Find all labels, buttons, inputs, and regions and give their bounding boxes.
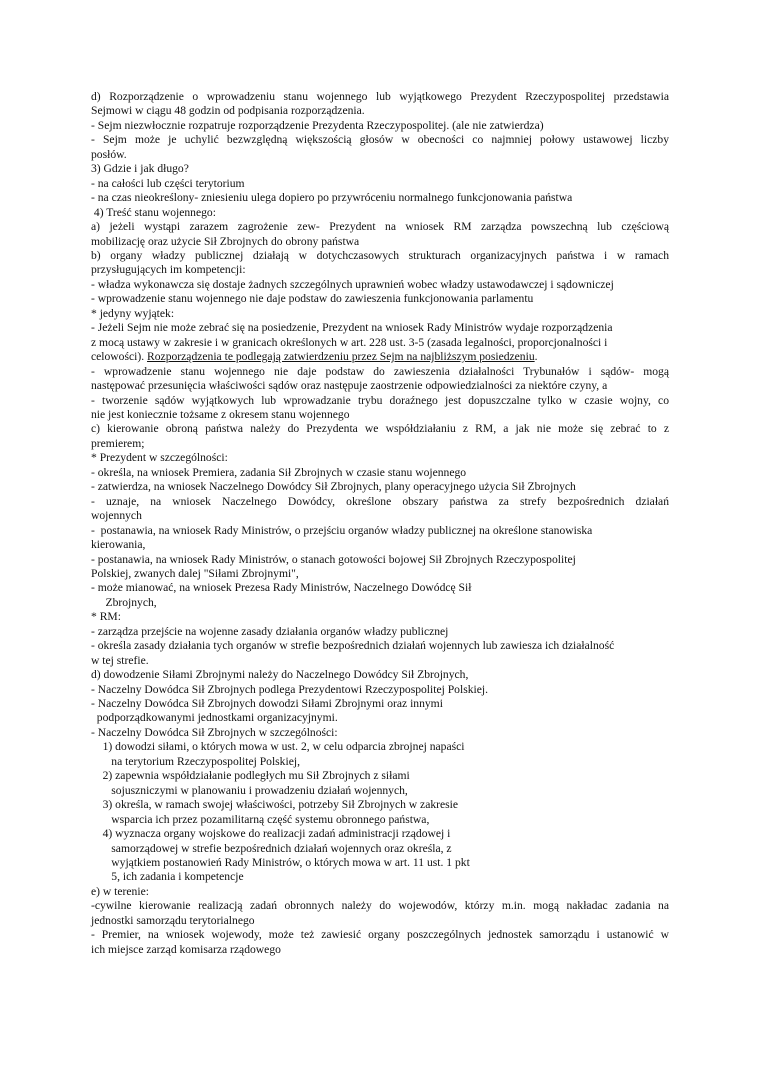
text-line bbox=[91, 639, 669, 653]
line-text: * Prezydent w szczególności: bbox=[91, 451, 228, 465]
line-text: premierem; bbox=[91, 436, 145, 450]
line-text: - uznaje, na wniosek Naczelnego Dowódcy, określone obszary państwa za strefy bezpośrednich działań bbox=[91, 494, 669, 508]
line-text: -cywilne kierowanie realizacją zadań obronnych należy do wojewodów, którzy m.in. mogą nakładac zadania na bbox=[91, 899, 669, 913]
line-text: - Jeżeli Sejm nie może zebrać się na posiedzenie, Prezydent na wniosek Rady Ministrów wydaje rozporządzenia bbox=[91, 321, 613, 335]
text-line bbox=[91, 133, 669, 147]
line-text: Zbrojnych, bbox=[91, 595, 157, 609]
text-line bbox=[91, 740, 669, 754]
text-line bbox=[91, 625, 669, 639]
line-text: - tworzenie sądów wyjątkowych lub wprowadzanie trybu doraźnego jest dopuszczalne tylko w czasie wojny, co bbox=[91, 393, 669, 407]
text-line bbox=[91, 870, 669, 884]
line-text: Sejmowi w ciągu 48 godzin od podpisania rozporządzenia. bbox=[91, 104, 365, 118]
line-text: 3) określa, w ramach swojej właściwości, potrzeby Sił Zbrojnych w zakresie bbox=[91, 798, 459, 812]
line-text: - zatwierdza, na wniosek Naczelnego Dowódcy Sił Zbrojnych, plany operacyjnego użycia Sił Zbrojnych bbox=[91, 480, 576, 494]
text-line bbox=[91, 451, 669, 465]
text-line bbox=[91, 827, 669, 841]
line-text: - Naczelny Dowódca Sił Zbrojnych dowodzi Siłami Zbrojnymi oraz innymi bbox=[91, 697, 443, 711]
line-text: - postanawia, na wniosek Rady Ministrów, o stanach gotowości bojowej Sił Zbrojnych Rzeczypospolitej bbox=[91, 552, 576, 566]
text-line bbox=[91, 567, 669, 581]
text-line bbox=[91, 278, 669, 292]
text-line bbox=[91, 437, 669, 451]
line-text: b) organy władzy publicznej działają w dotychczasowych strukturach organizacyjnych państwa i w ramach bbox=[91, 248, 669, 262]
line-text: następować przesunięcia właściwości sądów oraz następuje zaostrzenie odpowiedzialności za niektóre czyny, a bbox=[91, 379, 608, 393]
line-text: 1) dowodzi siłami, o których mowa w ust. 2, w celu odparcia zbrojnej napaści bbox=[91, 740, 465, 754]
text-line bbox=[91, 162, 669, 176]
line-text: e) w terenie: bbox=[91, 884, 149, 898]
line-text: - postanawia, na wniosek Rady Ministrów, o przejściu organów władzy publicznej na określone stanowiska bbox=[91, 523, 593, 537]
text-line bbox=[91, 769, 669, 783]
line-text: z mocą ustawy w zakresie i w granicach określonych w art. 228 ust. 3-5 (zasada legalności, proporcjonalności i bbox=[91, 335, 608, 349]
line-text-tail: . bbox=[534, 350, 538, 364]
text-line bbox=[91, 509, 669, 523]
text-line bbox=[91, 798, 669, 812]
line-text: ich miejsce zarząd komisarza rządowego bbox=[91, 942, 281, 956]
line-text: * RM: bbox=[91, 610, 121, 624]
text-line bbox=[91, 480, 669, 494]
text-line bbox=[91, 379, 669, 393]
line-text: na terytorium Rzeczypospolitej Polskiej, bbox=[91, 754, 300, 768]
line-text: wsparcia ich przez pozamilitarną część systemu obronnego państwa, bbox=[91, 812, 430, 826]
line-text: c) kierowanie obroną państwa należy do Prezydenta we współdziałaniu z RM, a jak nie może się zebrać to z bbox=[91, 422, 669, 436]
text-line bbox=[91, 292, 669, 306]
line-text: - określa, na wniosek Premiera, zadania Sił Zbrojnych w czasie stanu wojennego bbox=[91, 465, 467, 479]
line-text: samorządowej w strefie bezpośrednich działań wojennych oraz określa, z bbox=[91, 841, 452, 855]
line-text: - Sejm niezwłocznie rozpatruje rozporządzenie Prezydenta Rzeczypospolitej. (ale nie zatwierdza) bbox=[91, 118, 544, 132]
line-text: nie jest koniecznie tożsame z okresem stanu wojennego bbox=[91, 407, 350, 421]
text-line bbox=[91, 538, 669, 552]
line-text: - na czas nieokreślony- zniesieniu ulega dopiero po przywróceniu normalnego funkcjonowania państwa bbox=[91, 191, 573, 205]
text-line bbox=[91, 177, 669, 191]
text-line bbox=[91, 553, 669, 567]
line-text: wojennych bbox=[91, 509, 142, 523]
text-line bbox=[91, 928, 669, 942]
line-text: - Naczelny Dowódca Sił Zbrojnych w szczególności: bbox=[91, 725, 338, 739]
text-line bbox=[91, 365, 669, 379]
text-line bbox=[91, 784, 669, 798]
line-text: a) jeżeli wystąpi zarazem zagrożenie zew- Prezydent na wniosek RM zarządza powszechną lub częściową bbox=[91, 220, 669, 234]
text-line bbox=[91, 654, 669, 668]
line-text: d) Rozporządzenie o wprowadzeniu stanu wojennego lub wyjątkowego Prezydent Rzeczypospolitej przedstawia bbox=[91, 90, 669, 103]
text-line bbox=[91, 394, 669, 408]
line-text: mobilizację oraz użycie Sił Zbrojnych do obrony państwa bbox=[91, 234, 360, 248]
document-page bbox=[91, 90, 669, 957]
line-text: - wprowadzenie stanu wojennego nie daje podstaw do zawieszenia działalności Trybunałów i sądów- mogą bbox=[91, 364, 669, 378]
text-line bbox=[91, 408, 669, 422]
text-line bbox=[91, 899, 669, 913]
text-line bbox=[91, 350, 669, 364]
text-line bbox=[91, 466, 669, 480]
underlined-text: Rozporządzenia te podlegają zatwierdzeniu przez Sejm na najbliższym posiedzeniu bbox=[147, 350, 535, 364]
line-text: 4) Treść stanu wojennego: bbox=[91, 205, 216, 219]
text-line bbox=[91, 524, 669, 538]
text-line bbox=[91, 610, 669, 624]
text-line bbox=[91, 813, 669, 827]
text-line bbox=[91, 711, 669, 725]
text-line bbox=[91, 755, 669, 769]
line-text: 3) Gdzie i jak długo? bbox=[91, 162, 189, 176]
text-line bbox=[91, 914, 669, 928]
text-line bbox=[91, 596, 669, 610]
text-line bbox=[91, 321, 669, 335]
line-text: jednostki samorządu terytorialnego bbox=[91, 913, 255, 927]
text-line bbox=[91, 90, 669, 104]
line-text: - Premier, na wniosek wojewody, może też zawiesić organy poszczególnych jednostek samorządu i ustanowić w bbox=[91, 928, 669, 942]
line-text: - zarządza przejście na wojenne zasady działania organów władzy publicznej bbox=[91, 624, 449, 638]
line-text: w tej strefie. bbox=[91, 653, 149, 667]
text-line bbox=[91, 263, 669, 277]
line-text: - określa zasady działania tych organów w strefie bezpośrednich działań wojennych lub zawiesza ich działalność bbox=[91, 639, 615, 653]
line-text: podporządkowanymi jednostkami organizacyjnymi. bbox=[91, 711, 338, 725]
text-line bbox=[91, 495, 669, 509]
line-text: sojuszniczymi w planowaniu i prowadzeniu działań wojennych, bbox=[91, 783, 408, 797]
line-text: - może mianować, na wniosek Prezesa Rady Ministrów, Naczelnego Dowódcę Sił bbox=[91, 581, 472, 595]
text-line bbox=[91, 119, 669, 133]
line-text: - wprowadzenie stanu wojennego nie daje podstaw do zawieszenia funkcjonowania parlamentu bbox=[91, 292, 534, 306]
text-line bbox=[91, 422, 669, 436]
text-line bbox=[91, 697, 669, 711]
line-text: wyjątkiem postanowień Rady Ministrów, o których mowa w art. 11 ust. 1 pkt bbox=[91, 856, 470, 870]
line-text: celowości). bbox=[91, 350, 148, 364]
text-line bbox=[91, 191, 669, 205]
text-line bbox=[91, 249, 669, 263]
text-line bbox=[91, 235, 669, 249]
text-line bbox=[91, 885, 669, 899]
line-text: posłów. bbox=[91, 147, 127, 161]
line-text: 2) zapewnia współdziałanie podległych mu Sił Zbrojnych z siłami bbox=[91, 769, 410, 783]
line-text: - władza wykonawcza się dostaje żadnych szczególnych uprawnień wobec władzy ustawodawczej i sądowniczej bbox=[91, 277, 614, 291]
line-text: kierowania, bbox=[91, 538, 146, 552]
line-text: przysługujących im kompetencji: bbox=[91, 263, 246, 277]
line-text: - na całości lub części terytorium bbox=[91, 176, 245, 190]
line-text: - Naczelny Dowódca Sił Zbrojnych podlega Prezydentowi Rzeczypospolitej Polskiej. bbox=[91, 682, 488, 696]
text-line bbox=[91, 668, 669, 682]
line-text: 5, ich zadania i kompetencje bbox=[91, 870, 244, 884]
text-line bbox=[91, 842, 669, 856]
text-line bbox=[91, 581, 669, 595]
text-line bbox=[91, 206, 669, 220]
line-text: * jedyny wyjątek: bbox=[91, 306, 175, 320]
line-text: 4) wyznacza organy wojskowe do realizacji zadań administracji rządowej i bbox=[91, 827, 451, 841]
text-line bbox=[91, 856, 669, 870]
text-line bbox=[91, 148, 669, 162]
line-text: d) dowodzenie Siłami Zbrojnymi należy do Naczelnego Dowódcy Sił Zbrojnych, bbox=[91, 668, 469, 682]
text-line bbox=[91, 307, 669, 321]
line-text: Polskiej, zwanych dalej "Siłami Zbrojnymi", bbox=[91, 566, 299, 580]
text-line bbox=[91, 220, 669, 234]
text-line bbox=[91, 943, 669, 957]
text-line bbox=[91, 336, 669, 350]
text-line bbox=[91, 104, 669, 118]
text-line bbox=[91, 683, 669, 697]
line-text: - Sejm może je uchylić bezwzględną większością głosów w obecności co najmniej połowy ustawowej liczby bbox=[91, 133, 669, 147]
text-line bbox=[91, 726, 669, 740]
